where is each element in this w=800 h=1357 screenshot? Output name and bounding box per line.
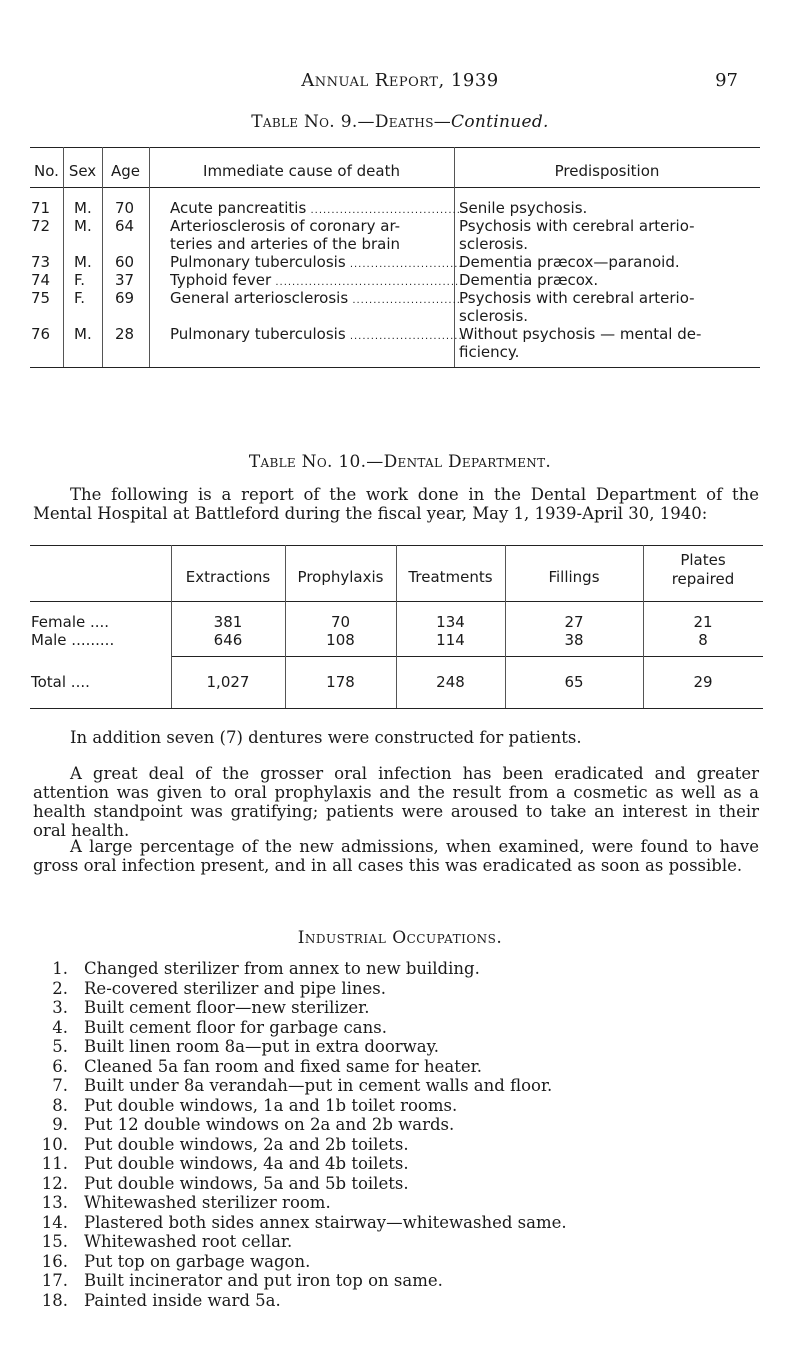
list-item	[33, 1193, 773, 1213]
col-fillings: Fillings	[548, 568, 600, 586]
item-text: Put double windows, 4a and 4b toilets.	[84, 1154, 409, 1173]
table10-total-rule	[171, 656, 763, 657]
paragraph-admissions: A large percentage of the new admissions, when examined, were found to have gross oral infection present, and in all cases this was eradicated as soon as possible.	[33, 837, 759, 875]
item-number: 4.	[52, 1017, 68, 1037]
list-item	[33, 1232, 773, 1252]
cell-pred-line: sclerosis.	[459, 307, 529, 325]
table9-bottom-rule	[30, 367, 760, 368]
cell-no: 76	[31, 325, 51, 343]
list-item	[33, 979, 773, 999]
cell-pred-line: ficiency.	[459, 343, 520, 361]
item-text: Cleaned 5a fan room and fixed same for heater.	[84, 1056, 482, 1076]
col-prophylaxis: Prophylaxis	[297, 568, 384, 586]
cell-age: 70	[115, 199, 135, 217]
total-value: 248	[436, 673, 465, 691]
cell-pred: Senile psychosis.	[459, 199, 588, 217]
cell-pred	[459, 289, 759, 325]
col-plates-repaired	[643, 551, 763, 589]
cell-value: 38	[564, 631, 584, 649]
cell-age: 28	[115, 325, 135, 343]
row-label-male: Male .........	[31, 631, 115, 649]
item-number: 16.	[41, 1251, 68, 1271]
table9-header-sex: Sex	[68, 162, 97, 180]
cell-value: 70	[330, 613, 351, 631]
item-number: 11.	[41, 1154, 68, 1173]
cell-sex: M.	[74, 217, 92, 235]
cell-pred-line: Psychosis with cerebral arterio-	[459, 217, 695, 235]
list-item	[33, 1096, 773, 1116]
list-item	[33, 1154, 773, 1174]
item-number: 10.	[41, 1134, 68, 1154]
item-number: 5.	[52, 1037, 68, 1056]
list-item	[33, 1018, 773, 1038]
list-item	[33, 1252, 773, 1272]
cell-age: 37	[115, 271, 135, 289]
cell-cause	[170, 217, 466, 253]
cell-no: 74	[31, 271, 51, 289]
list-item	[33, 959, 773, 979]
list-item	[33, 1174, 773, 1194]
cell-value: 21	[693, 613, 713, 631]
table10-intro: The following is a report of the work done in the Dental Department of the Mental Hospital at Battleford during the fiscal year, May 1, 1939-April 30, 1940:	[33, 485, 759, 523]
table9-caption-prefix: Table No. 9.—Deaths—	[251, 112, 452, 132]
cell-sex: F.	[74, 289, 85, 307]
cell-pred	[459, 217, 759, 253]
cell-pred: Dementia præcox.	[459, 271, 599, 289]
cell-sex: M.	[74, 325, 92, 343]
item-number: 18.	[41, 1290, 68, 1310]
cell-pred-line: Psychosis with cerebral arterio-	[459, 289, 695, 307]
cell-cause-line: teries and arteries of the brain	[170, 235, 401, 253]
item-text: Put double windows, 2a and 2b toilets.	[84, 1134, 409, 1154]
item-text: Built cement floor for garbage cans.	[84, 1017, 387, 1037]
item-text: Painted inside ward 5a.	[84, 1290, 281, 1310]
paragraph-oral-infection: A great deal of the grosser oral infection has been eradicated and greater attention was given to oral prophylaxis and the result from a cosmetic as well as a health standpoint was gratifying; patients were aroused to take an interest in their oral health.	[33, 764, 759, 840]
cell-value: 134	[436, 613, 465, 631]
table9-caption-suffix: Continued.	[451, 112, 549, 132]
table9-caption	[0, 112, 800, 132]
table9-top-rule	[30, 147, 760, 148]
cell-cause: Acute pancreatitis .....	[170, 199, 466, 220]
cell-no: 73	[31, 253, 51, 271]
page-number: 97	[715, 70, 738, 91]
item-text: Changed sterilizer from annex to new building.	[84, 959, 480, 978]
cell-value: 8	[698, 631, 708, 649]
list-item	[33, 1135, 773, 1155]
table10	[30, 545, 763, 710]
paragraph-dentures: In addition seven (7) dentures were constructed for patients.	[70, 728, 582, 747]
item-text: Plastered both sides annex stairway—whitewashed same.	[84, 1212, 567, 1232]
total-value: 178	[326, 673, 355, 691]
cell-cause-line: Arteriosclerosis of coronary ar-	[170, 217, 401, 235]
cell-sex: M.	[74, 253, 92, 271]
list-item	[33, 1037, 773, 1057]
table9-header-age: Age	[110, 162, 140, 180]
cell-value: 114	[436, 631, 465, 649]
item-number: 15.	[41, 1232, 68, 1251]
item-text: Built incinerator and put iron top on same.	[84, 1271, 443, 1290]
list-item	[33, 1271, 773, 1291]
item-text: Put double windows, 1a and 1b toilet rooms.	[84, 1095, 458, 1115]
total-value: 29	[693, 673, 713, 691]
table9-header-no: No.	[34, 162, 59, 180]
col-treatments: Treatments	[408, 568, 493, 586]
cell-no: 71	[31, 199, 51, 217]
industrial-caption: Industrial Occupations.	[297, 928, 503, 948]
item-number: 7.	[52, 1076, 68, 1095]
cell-pred-line: sclerosis.	[459, 235, 529, 253]
item-text: Built cement floor—new sterilizer.	[84, 998, 370, 1017]
col-plates-line1: Plates	[680, 551, 726, 569]
col-extractions: Extractions	[185, 568, 271, 586]
cell-pred: Dementia præcox—paranoid.	[459, 253, 680, 271]
cell-age: 69	[115, 289, 135, 307]
row-label-female: Female ....	[31, 613, 110, 631]
running-title: Annual Report, 1939	[301, 70, 499, 91]
item-number: 17.	[41, 1271, 68, 1290]
table10-bottom-rule	[30, 708, 763, 709]
table9-header-rule	[30, 187, 760, 188]
cell-no: 72	[31, 217, 51, 235]
cell-cause: Pulmonary tuberculosis .....	[170, 253, 466, 274]
total-value: 1,027	[206, 673, 250, 691]
item-number: 3.	[52, 998, 68, 1017]
cell-age: 60	[115, 253, 135, 271]
cell-sex: F.	[74, 271, 85, 289]
cell-value: 381	[213, 613, 243, 631]
item-text: Put 12 double windows on 2a and 2b wards.	[84, 1115, 455, 1134]
item-number: 13.	[41, 1193, 68, 1212]
item-number: 9.	[52, 1115, 68, 1134]
table10-caption: Table No. 10.—Dental Department.	[248, 452, 552, 472]
cell-no: 75	[31, 289, 51, 307]
item-number: 14.	[41, 1212, 68, 1232]
list-item	[33, 998, 773, 1018]
col-plates-line2: repaired	[671, 570, 735, 588]
list-item	[33, 1057, 773, 1077]
cell-cause: Typhoid fever .....	[170, 271, 466, 292]
page-header	[0, 70, 800, 94]
item-number: 2.	[52, 978, 68, 998]
cell-pred-line: Without psychosis — mental de-	[459, 325, 702, 343]
table9-header-cause: Immediate cause of death	[203, 162, 400, 180]
item-text: Whitewashed root cellar.	[84, 1232, 293, 1251]
cell-sex: M.	[74, 199, 92, 217]
cell-pred	[459, 325, 759, 361]
item-text: Whitewashed sterilizer room.	[84, 1193, 331, 1212]
item-text: Re-covered sterilizer and pipe lines.	[84, 978, 386, 998]
list-item	[33, 1291, 773, 1311]
total-value: 65	[564, 673, 584, 691]
cell-age: 64	[115, 217, 135, 235]
item-number: 1.	[52, 959, 68, 978]
item-text: Put top on garbage wagon.	[84, 1251, 311, 1271]
cell-cause: Pulmonary tuberculosis .....	[170, 325, 466, 346]
item-number: 12.	[41, 1173, 68, 1193]
industrial-list	[33, 959, 773, 1310]
list-item	[33, 1115, 773, 1135]
item-number: 6.	[52, 1056, 68, 1076]
item-text: Put double windows, 5a and 5b toilets.	[84, 1173, 409, 1193]
cell-cause: General arteriosclerosis .....	[170, 289, 466, 310]
list-item	[33, 1076, 773, 1096]
table9-header-pred: Predisposition	[554, 162, 660, 180]
item-text: Built under 8a verandah—put in cement walls and floor.	[84, 1076, 553, 1095]
item-text: Built linen room 8a—put in extra doorway.	[84, 1037, 440, 1056]
cell-value: 108	[326, 631, 355, 649]
cell-value: 27	[564, 613, 584, 631]
list-item	[33, 1213, 773, 1233]
cell-value: 646	[213, 631, 243, 649]
row-label-total: Total ....	[31, 673, 90, 691]
item-number: 8.	[52, 1095, 68, 1115]
